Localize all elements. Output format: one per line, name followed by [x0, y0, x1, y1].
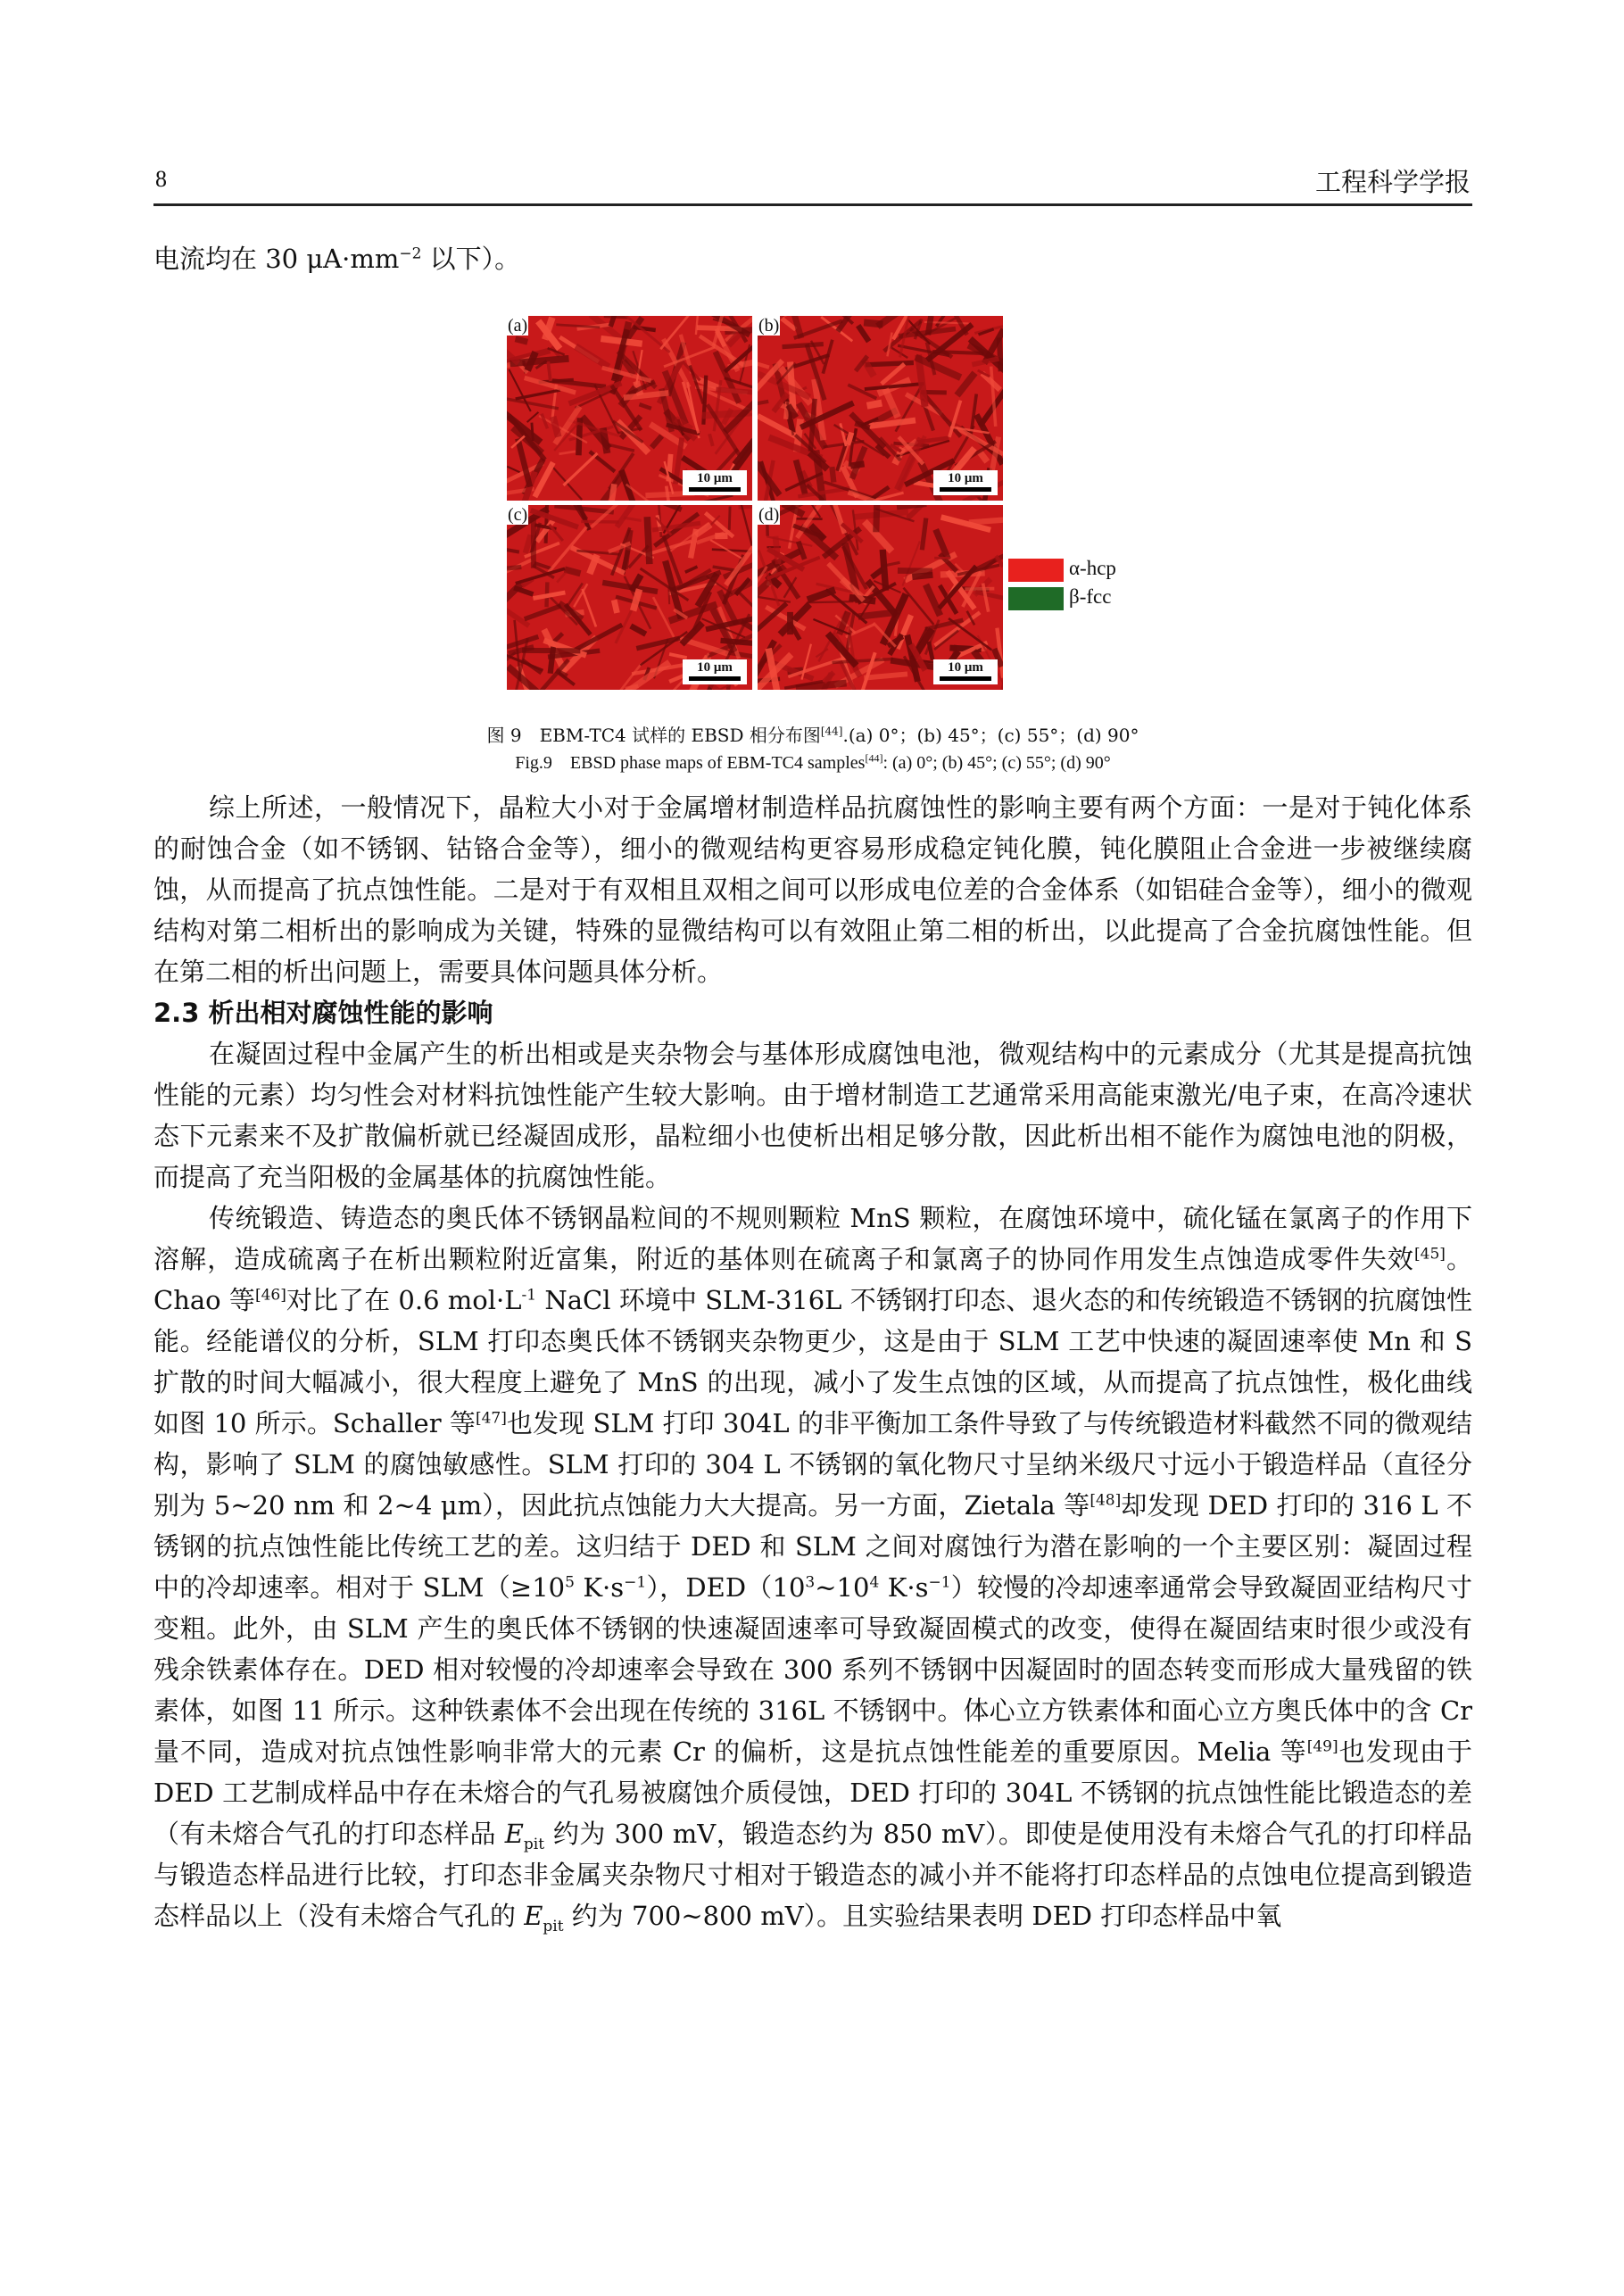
caption-en-panels: : (a) 0°; (b) 45°; (c) 55°; (d) 90°: [882, 753, 1111, 773]
ebsd-panel-a: [507, 316, 752, 501]
scale-bar-line-b: [940, 487, 991, 492]
ebsd-panel-b: [758, 316, 1003, 501]
scale-bar-text-c: 10 μm: [697, 660, 733, 675]
figure-9: [507, 316, 1185, 691]
epit-subscript-1: pit: [523, 1835, 545, 1853]
legend-label-beta: β-fcc: [1069, 585, 1112, 608]
page-header: [153, 162, 1472, 206]
caption-cn-ref: [44]: [820, 725, 843, 738]
para3-text-13: 约为 300 mV，锻造态约为 850 mV）。即使是使用没有未熔合气孔的打印样品与锻造态样品进行比较，打印态非金属夹杂物尺寸相对于锻造态的减小并不能将打印态样品的点蚀电位提高到锻造态样品以上（没有未熔合气孔的: [153, 1819, 1472, 1931]
para3-text-4: NaCl 环境中 SLM-316L 不锈钢打印态、退火态的和传统锻造不锈钢的抗腐蚀性能。经能谱仪的分析，SLM 打印态奥氏体不锈钢夹杂物更少，这是由于 SLM 工艺中快速的凝固速率使 Mn 和 S 扩散的时间大幅减小，很大程度上避免了 MnS 的出现，减小了发生点蚀的区域，从而提高了抗点蚀性，极化曲线如图 10 所示。Schaller 等: [153, 1285, 1472, 1438]
continuation-tail: 以下）。: [421, 244, 521, 274]
panel-label-a: (a): [508, 316, 528, 336]
caption-en-text: Fig.9 EBSD phase maps of EBM-TC4 samples: [515, 753, 866, 773]
citation-47: [47]: [475, 1409, 507, 1428]
exponent-5: 4: [869, 1573, 880, 1592]
epit-subscript-2: pit: [543, 1917, 564, 1935]
scale-bar-b: [933, 470, 998, 495]
exponent-2: 5: [565, 1573, 575, 1592]
journal-name: 工程科学学报: [1314, 167, 1471, 197]
para3-text-14: 约为 700~800 mV）。且实验结果表明 DED 打印态样品中氧: [563, 1901, 1282, 1931]
para3-text-9: ~10: [815, 1572, 870, 1603]
panel-label-c: (c): [508, 505, 528, 525]
epit-symbol-1: E: [504, 1819, 524, 1849]
caption-cn-panels: .(a) 0°；(b) 45°；(c) 55°；(d) 90°: [842, 725, 1139, 746]
ebsd-panel-c: [507, 505, 752, 690]
section-heading: 2.3 析出相对腐蚀性能的影响: [153, 998, 493, 1028]
continuation-text: 电流均在 30 μA·mm: [153, 244, 400, 274]
paragraph-mns: [153, 1198, 1472, 1936]
paragraph-precipitates: 在凝固过程中金属产生的析出相或是夹杂物会与基体形成腐蚀电池，微观结构中的元素成分（尤其是提高抗蚀性能的元素）均匀性会对材料抗蚀性能产生较大影响。由于增材制造工艺通常采用高能束激光/电子束，在高冷速状态下元素来不及扩散偏析就已经凝固成形，晶粒细小也使析出相足够分散，因此析出相不能作为腐蚀电池的阴极，而提高了充当阳极的金属基体的抗腐蚀性能。: [153, 1039, 1472, 1192]
para3-text-6: 却发现 DED 打印的 316 L 不锈钢的抗点蚀性能比传统工艺的差。这归结于 DED 和 SLM 之间对腐蚀行为潜在影响的一个主要区别：凝固过程中的冷却速率。相对于 SLM（≥10: [153, 1490, 1473, 1603]
legend-swatch-beta: [1008, 587, 1064, 610]
paragraph-summary: 综上所述，一般情况下，晶粒大小对于金属增材制造样品抗腐蚀性的影响主要有两个方面：一是对于钝化体系的耐蚀合金（如不锈钢、钴铬合金等），细小的微观结构更容易形成稳定钝化膜，钝化膜阻止合金进一步被继续腐蚀，从而提高了抗点蚀性能。二是对于有双相且双相之间可以形成电位差的合金体系（如铝硅合金等），细小的微观结构对第二相析出的影响成为关键，特殊的显微结构可以有效阻止第二相的析出，以此提高了合金抗腐蚀性能。但在第二相的析出问题上，需要具体问题具体分析。: [153, 792, 1472, 987]
para3-text-11: ）较慢的冷却速率通常会导致凝固亚结构尺寸变粗。此外，由 SLM 产生的奥氏体不锈钢的快速凝固速率可导致凝固模式的改变，使得在凝固结束时很少或没有残余铁素体存在。DED 相对较慢的冷却速率会导致在 300 系列不锈钢中因凝固时的固态转变而形成大量残留的铁素体，如图 11 所示。这种铁素体不会出现在传统的 316L 不锈钢中。体心立方铁素体和面心立方奥氏体中的含 Cr 量不同，造成对抗点蚀性影响非常大的元素 Cr 的偏析，这是抗点蚀性能差的重要原因。Melia 等: [153, 1572, 1473, 1767]
legend-swatch-alpha: [1008, 559, 1064, 582]
ebsd-panel-d: [758, 505, 1003, 690]
scale-bar-text-d: 10 μm: [948, 660, 983, 675]
figure-caption-en: [153, 748, 1472, 774]
continuation-line: [153, 239, 520, 276]
caption-cn-text: 图 9 EBM-TC4 试样的 EBSD 相分布图: [486, 725, 821, 746]
panel-label-b: (b): [758, 316, 780, 336]
citation-45: [45]: [1414, 1245, 1446, 1264]
scale-bar-d: [933, 659, 998, 684]
continuation-sup: −2: [399, 245, 422, 263]
citation-49: [49]: [1306, 1737, 1338, 1756]
epit-symbol-2: E: [524, 1901, 543, 1931]
exponent-6: −1: [928, 1573, 951, 1592]
citation-46: [46]: [254, 1286, 286, 1305]
figure-caption-cn: [153, 721, 1472, 747]
exponent-4: 3: [805, 1573, 816, 1592]
scale-bar-text-b: 10 μm: [948, 471, 983, 485]
para3-text-3: 对比了在 0.6 mol·L: [286, 1285, 522, 1315]
body-text: [153, 787, 1472, 1936]
legend-label-alpha: α-hcp: [1069, 557, 1116, 579]
scale-bar-line-a: [689, 487, 741, 492]
para3-text-12: 也发现由于 DED 工艺制成样品中存在未熔合的气孔易被腐蚀介质侵蚀，DED 打印的 304L 不锈钢的抗点蚀性能比锻造态的差（有未熔合气孔的打印态样品: [153, 1737, 1472, 1849]
scale-bar-c: [683, 659, 747, 684]
page-number: 8: [155, 166, 167, 192]
scale-bar-line-d: [940, 676, 991, 681]
para3-text-1: 传统锻造、铸造态的奥氏体不锈钢晶粒间的不规则颗粒 MnS 颗粒，在腐蚀环境中，硫化锰在氯离子的作用下溶解，造成硫离子在析出颗粒附近富集，附近的基体则在硫离子和氯离子的协同作用发生点蚀造成零件失效: [153, 1203, 1472, 1274]
para3-text-10: K·s: [879, 1572, 929, 1603]
scale-bar-line-c: [689, 676, 741, 681]
scale-bar-a: [683, 470, 747, 495]
citation-48: [48]: [1090, 1491, 1122, 1510]
unit-exponent-1: -1: [521, 1286, 537, 1305]
para3-text-2: 。Chao 等: [153, 1244, 1472, 1315]
exponent-3: −1: [624, 1573, 647, 1592]
caption-en-ref: [44]: [865, 751, 883, 765]
para3-text-7: K·s: [574, 1572, 625, 1603]
panel-label-d: (d): [758, 505, 780, 525]
para3-text-8: ），DED（10: [646, 1572, 806, 1603]
scale-bar-text-a: 10 μm: [697, 471, 733, 485]
para3-text-5: 也发现 SLM 打印 304L 的非平衡加工条件导致了与传统锻造材料截然不同的微观结构，影响了 SLM 的腐蚀敏感性。SLM 打印的 304 L 不锈钢的氧化物尺寸呈纳米级尺寸远小于锻造样品（直径分别为 5~20 nm 和 2~4 μm），因此抗点蚀能力大大提高。另一方面，Zietala 等: [153, 1408, 1472, 1521]
